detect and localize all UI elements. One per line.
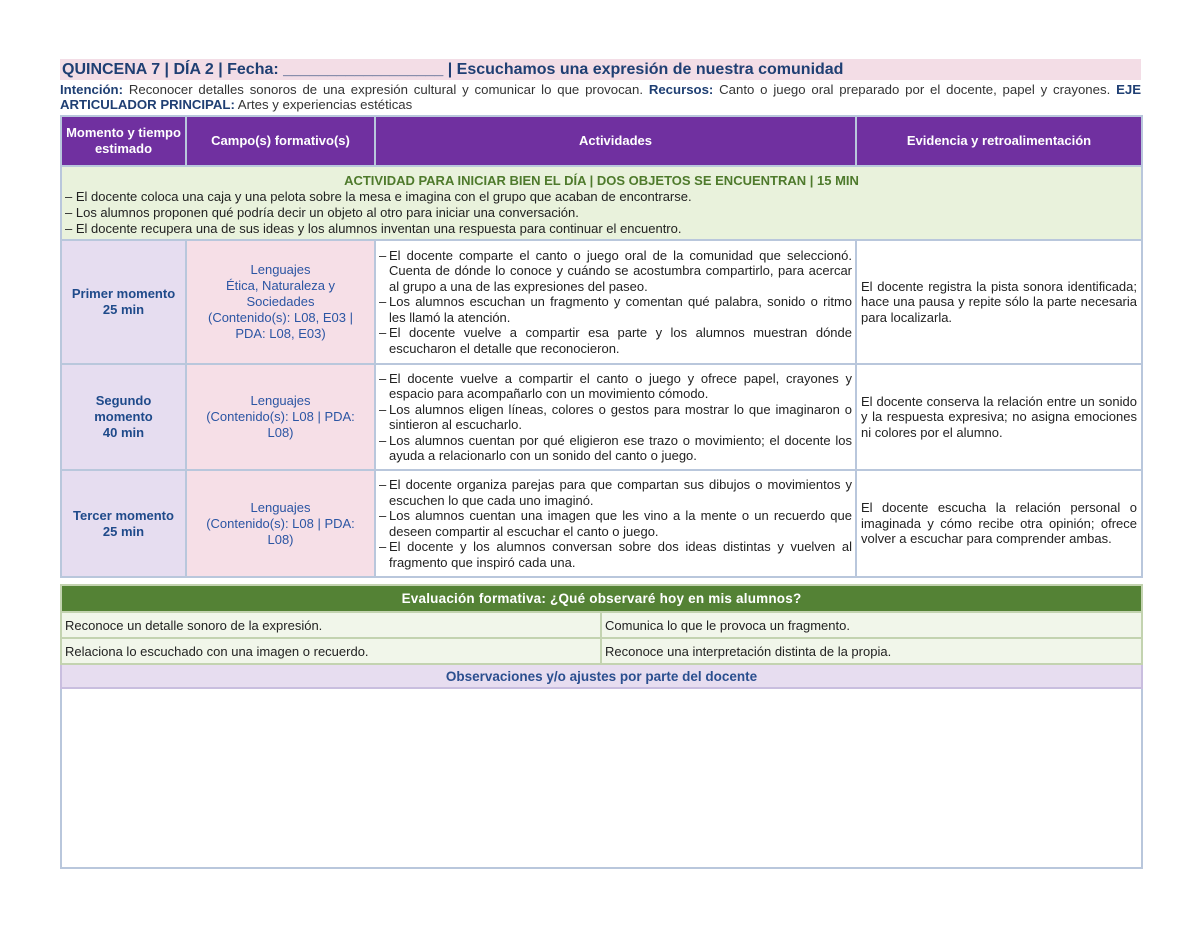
moment-cell bbox=[61, 470, 186, 577]
campo-line: (Contenido(s): L08 | PDA: L08) bbox=[206, 515, 355, 547]
start-activity-title: ACTIVIDAD PARA INICIAR BIEN EL DÍA | DOS OBJETOS SE ENCUENTRAN | 15 MIN bbox=[344, 173, 859, 188]
activity-text: Los alumnos cuentan por qué eligieron ese trazo o movimiento; el docente los ayuda a relacionarlo con un sonido del canto o juego. bbox=[389, 432, 852, 463]
list-item bbox=[379, 433, 852, 464]
campo-line: Lenguajes bbox=[250, 262, 311, 277]
dash-marker: – bbox=[65, 221, 73, 236]
table-row bbox=[61, 638, 1142, 664]
observations-header-row bbox=[61, 664, 1142, 688]
dash-marker: – bbox=[379, 325, 387, 341]
evidence-cell: El docente conserva la relación entre un sonido y la respuesta expresiva; no asigna emociones ni colores por el alumno. bbox=[856, 364, 1142, 470]
start-item-2: Los alumnos proponen qué podría decir un objeto al otro para iniciar una conversación. bbox=[75, 205, 579, 220]
header-momento: Momento y tiempo estimado bbox=[61, 116, 186, 166]
campo-line: Lenguajes bbox=[250, 499, 311, 515]
campo-cell bbox=[186, 240, 375, 364]
moment-time: 40 min bbox=[102, 425, 145, 440]
evaluation-item: Relaciona lo escuchado con una imagen o recuerdo. bbox=[61, 638, 601, 664]
dash-marker: – bbox=[379, 401, 387, 417]
campo-line: (Contenido(s): L08 | PDA: L08) bbox=[206, 409, 355, 440]
list-item bbox=[379, 508, 852, 539]
start-item-3: El docente recupera una de sus ideas y los alumnos inventan una respuesta para continuar el encuentro. bbox=[75, 221, 682, 236]
activities-cell bbox=[375, 470, 856, 577]
header-evidencia: Evidencia y retroalimentación bbox=[856, 116, 1142, 166]
table-row bbox=[61, 240, 1142, 364]
activities-cell bbox=[375, 240, 856, 364]
start-activity-row bbox=[61, 166, 1142, 240]
header-actividades: Actividades bbox=[375, 116, 856, 166]
list-item bbox=[379, 402, 852, 433]
activities-table bbox=[60, 115, 1143, 578]
activity-text: El docente comparte el canto o juego oral de la comunidad que seleccionó. Cuenta de dónde lo conoce y cuándo se acostumbra compartirlo, para acercar al grupo a una de las expresiones del paseo. bbox=[389, 247, 852, 294]
start-activity-cell bbox=[61, 166, 1142, 240]
moment-cell bbox=[61, 240, 186, 364]
moment-cell bbox=[61, 364, 186, 470]
evaluation-item: Comunica lo que le provoca un fragmento. bbox=[601, 612, 1142, 638]
list-item bbox=[65, 205, 1138, 221]
evidence-cell: El docente escucha la relación personal o imaginada y cómo recibe otra opinión; ofrece volver a escuchar para comprender ambas. bbox=[856, 470, 1142, 577]
dash-marker: – bbox=[379, 370, 387, 386]
table-row bbox=[61, 612, 1142, 638]
campo-line: Lenguajes bbox=[250, 393, 311, 408]
activities-cell bbox=[375, 364, 856, 470]
page-title: QUINCENA 7 | DÍA 2 | Fecha: __________________ | Escuchamos una expresión de nuestra comunidad bbox=[60, 59, 1141, 80]
start-item-1: El docente coloca una caja y una pelota sobre la mesa e imagina con el grupo que acaban de encontrarse. bbox=[75, 189, 692, 204]
activity-text: Los alumnos eligen líneas, colores o gestos para mostrar lo que imaginaron o sintieron al escucharlo. bbox=[389, 401, 852, 432]
activity-text: El docente vuelve a compartir el canto o juego y ofrece papel, crayones y espacio para acompañarlo con un movimiento cómodo. bbox=[389, 370, 852, 401]
evidence-cell: El docente registra la pista sonora identificada; hace una pausa y repite sólo la parte necesaria para localizarla. bbox=[856, 240, 1142, 364]
eje-label: EJE ARTICULADOR PRINCIPAL: bbox=[60, 82, 1141, 112]
activity-text: Los alumnos escuchan un fragmento y comentan qué palabra, sonido o ritmo les llamó la atención. bbox=[389, 294, 852, 325]
moment-time: 25 min bbox=[102, 523, 145, 539]
evaluation-item: Reconoce una interpretación distinta de la propia. bbox=[601, 638, 1142, 664]
recursos-label: Recursos: bbox=[648, 82, 714, 97]
campo-cell bbox=[186, 470, 375, 577]
campo-line: (Contenido(s): L08, E03 | PDA: L08, E03) bbox=[207, 310, 353, 341]
observations-area[interactable] bbox=[61, 688, 1142, 868]
observations-title: Observaciones y/o ajustes por parte del docente bbox=[61, 664, 1142, 688]
intro-paragraph bbox=[60, 82, 1141, 112]
table-row bbox=[61, 470, 1142, 577]
activity-text: El docente y los alumnos conversan sobre dos ideas distintas y vuelven al fragmento que inspiró cada una. bbox=[389, 539, 852, 570]
evaluation-header-row bbox=[61, 585, 1142, 612]
list-item bbox=[65, 189, 1138, 205]
activity-text: Los alumnos cuentan una imagen que les vino a la mente o un recuerdo que deseen compartir al escuchar el canto o juego. bbox=[389, 508, 852, 539]
intencion-text: Reconocer detalles sonoros de una expresión cultural y comunicar lo que provocan. bbox=[123, 82, 649, 97]
evaluation-title: Evaluación formativa: ¿Qué observaré hoy en mis alumnos? bbox=[61, 585, 1142, 612]
moment-name: Primer momento bbox=[71, 286, 176, 301]
table-header-row bbox=[61, 116, 1142, 166]
header-campos: Campo(s) formativo(s) bbox=[186, 116, 375, 166]
observations-body-row bbox=[61, 688, 1142, 868]
eje-text: Artes y experiencias estéticas bbox=[234, 97, 413, 112]
list-item bbox=[379, 325, 852, 356]
dash-marker: – bbox=[379, 477, 387, 492]
lesson-plan-page bbox=[60, 59, 1141, 869]
campo-line: Ética, Naturaleza y Sociedades bbox=[225, 278, 336, 309]
list-item bbox=[379, 477, 852, 508]
list-item bbox=[379, 539, 852, 570]
dash-marker: – bbox=[379, 294, 387, 310]
list-item bbox=[379, 248, 852, 295]
moment-time: 25 min bbox=[102, 302, 145, 317]
dash-marker: – bbox=[379, 539, 387, 554]
activity-text: El docente vuelve a compartir esa parte y los alumnos muestran dónde escucharon el detalle que reconocieron. bbox=[389, 325, 852, 356]
list-item bbox=[379, 294, 852, 325]
list-item bbox=[65, 221, 1138, 237]
list-item bbox=[379, 371, 852, 402]
recursos-text: Canto o juego oral preparado por el docente, papel y crayones. bbox=[713, 82, 1117, 97]
moment-name: Tercer momento bbox=[73, 507, 174, 523]
dash-marker: – bbox=[379, 508, 387, 523]
activity-text: El docente organiza parejas para que compartan sus dibujos o movimientos y escuchen lo que cada uno imaginó. bbox=[389, 477, 852, 508]
dash-marker: – bbox=[65, 205, 73, 220]
evaluation-table bbox=[60, 584, 1143, 869]
dash-marker: – bbox=[379, 432, 387, 448]
intencion-label: Intención: bbox=[60, 82, 124, 97]
evaluation-item: Reconoce un detalle sonoro de la expresión. bbox=[61, 612, 601, 638]
campo-cell bbox=[186, 364, 375, 470]
table-row bbox=[61, 364, 1142, 470]
dash-marker: – bbox=[65, 189, 73, 204]
moment-name: Segundo momento bbox=[94, 393, 153, 424]
dash-marker: – bbox=[379, 247, 387, 263]
